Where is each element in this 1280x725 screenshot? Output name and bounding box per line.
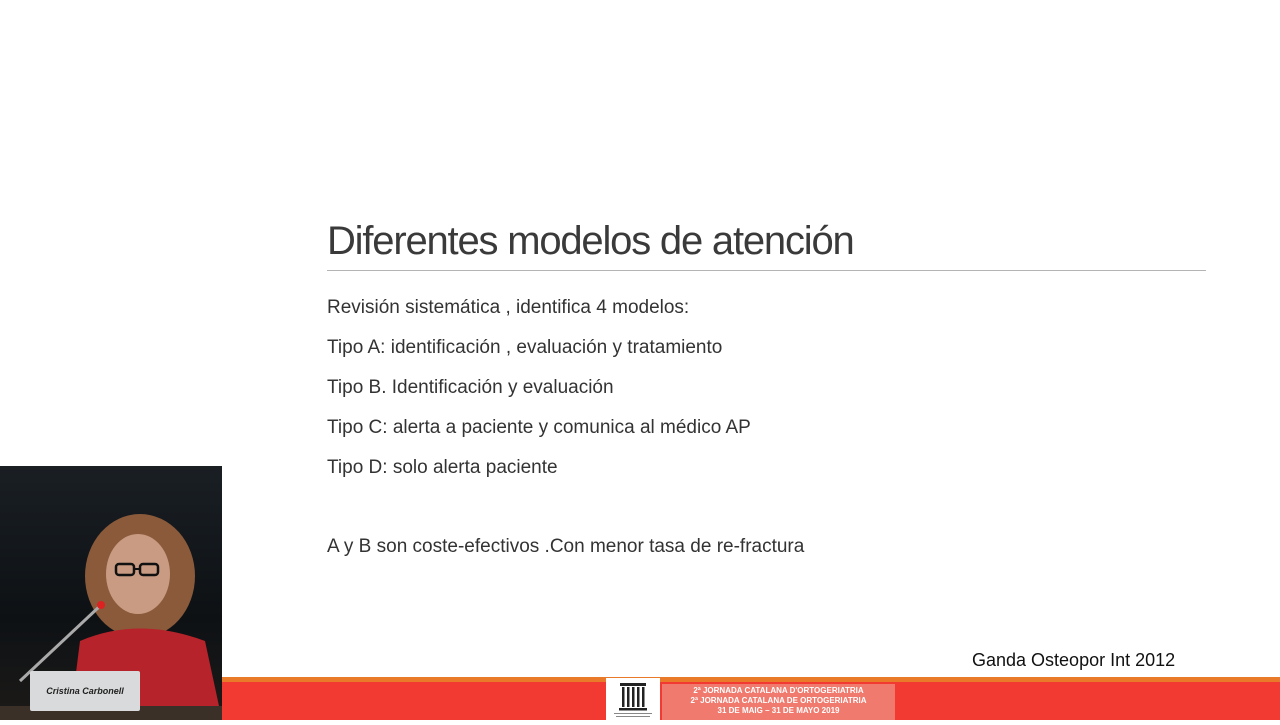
- body-line-tipo-c: Tipo C: alerta a paciente y comunica al médico AP: [327, 417, 751, 438]
- event-title-spanish: 2ª JORNADA CATALANA DE ORTOGERIATRIA: [690, 696, 867, 705]
- body-line-intro: Revisión sistemática , identifica 4 modelos:: [327, 297, 690, 318]
- title-divider: [327, 270, 1206, 271]
- body-line-tipo-d: Tipo D: solo alerta paciente: [327, 457, 558, 478]
- column-logo-icon: [606, 678, 660, 720]
- event-dates: 31 DE MAIG – 31 DE MAYO 2019: [717, 706, 840, 715]
- citation: Ganda Osteopor Int 2012: [972, 650, 1176, 670]
- footer-accent-stripe: [222, 677, 1280, 682]
- body-line-conclusion: A y B son coste-efectivos .Con menor tasa de re-fractura: [327, 536, 805, 557]
- event-banner: [662, 684, 895, 720]
- body-line-tipo-b: Tipo B. Identificación y evaluación: [327, 377, 614, 398]
- event-title-catalan: 2ª JORNADA CATALANA D'ORTOGERIATRIA: [693, 686, 864, 695]
- slide-title: Diferentes modelos de atención: [327, 219, 854, 263]
- society-logo: [606, 678, 660, 720]
- body-line-tipo-a: Tipo A: identificación , evaluación y tratamiento: [327, 337, 723, 358]
- speaker-nameplate: Cristina Carbonell: [30, 671, 140, 711]
